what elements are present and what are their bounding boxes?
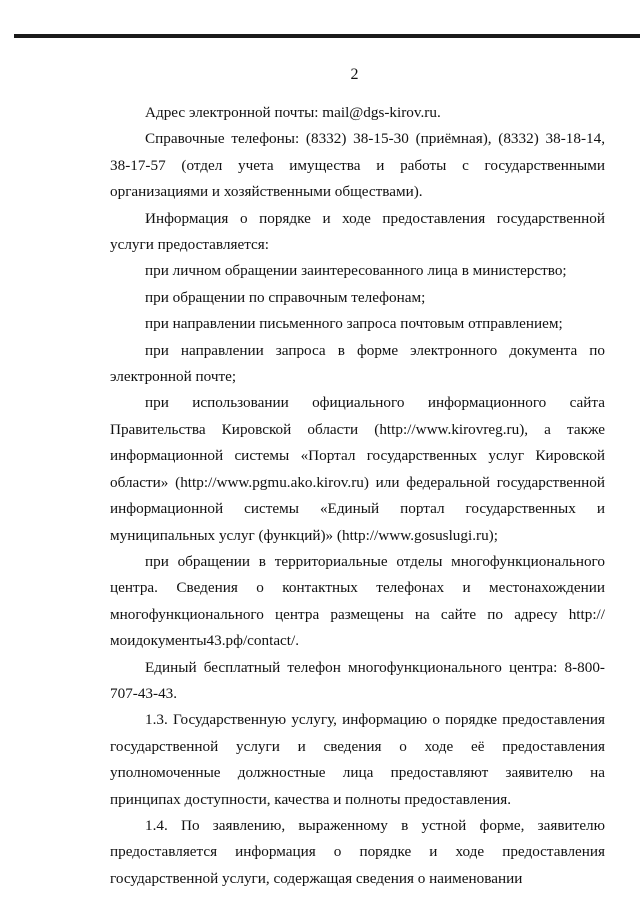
paragraph-email: Адрес электронной почты: mail@dgs-kirov.ru. bbox=[145, 104, 441, 121]
paragraph-mfc-offices: при обращении в территориальные отделы многофункционального центра. Сведения о контактных телефонах и местонахождении многофункционального центра размещены на сайте по адресу http://моидокументы43.рф/contact/. bbox=[110, 552, 605, 650]
page-number: 2 bbox=[350, 66, 359, 83]
paragraph-section-1-3: 1.3. Государственную услугу, информацию о порядке предоставления государственной услуги и сведения о ходе её предоставления уполномоченные должностные лица предоставляют заявителю на принципах доступности, качества и полноты предоставления. bbox=[110, 711, 605, 808]
paragraph-mfc-hotline: Единый бесплатный телефон многофункционального центра: 8-800-707-43-43. bbox=[110, 658, 605, 702]
paragraph-info-intro: Информация о порядке и ходе предоставления государственной услуги предоставляется: bbox=[110, 209, 605, 254]
paragraph-postal-request: при направлении письменного запроса почтовым отправлением; bbox=[145, 315, 563, 333]
document-body bbox=[110, 100, 605, 892]
header-rule bbox=[14, 34, 640, 38]
paragraph-email-request: при направлении запроса в форме электронного документа по электронной почте; bbox=[110, 341, 605, 386]
paragraph-section-1-4: 1.4. По заявлению, выраженному в устной форме, заявителю предоставляется информация о порядке и ходе предоставления государственной услуги, содержащая сведения о наименовании bbox=[110, 816, 605, 887]
paragraph-personal-visit: при личном обращении заинтересованного лица в министерство; bbox=[145, 262, 567, 280]
paragraph-phone-request: при обращении по справочным телефонам; bbox=[145, 288, 426, 306]
paragraph-phones: Справочные телефоны: (8332) 38-15-30 (приёмная), (8332) 38-18-14, 38-17-57 (отдел учета имущества и работы с государственными организациями и хозяйственными обществами). bbox=[110, 130, 605, 201]
paragraph-websites: при использовании официального информационного сайта Правительства Кировской области (http://www.kirovreg.ru), а также информационной системы «Портал государственных услуг Кировской области» (http://www.pgmu.ako.kirov.ru) или федеральной государственной информационной системы «Единый портал государственных и муниципальных услуг (функций)» (http://www.gosuslugi.ru); bbox=[110, 394, 605, 544]
